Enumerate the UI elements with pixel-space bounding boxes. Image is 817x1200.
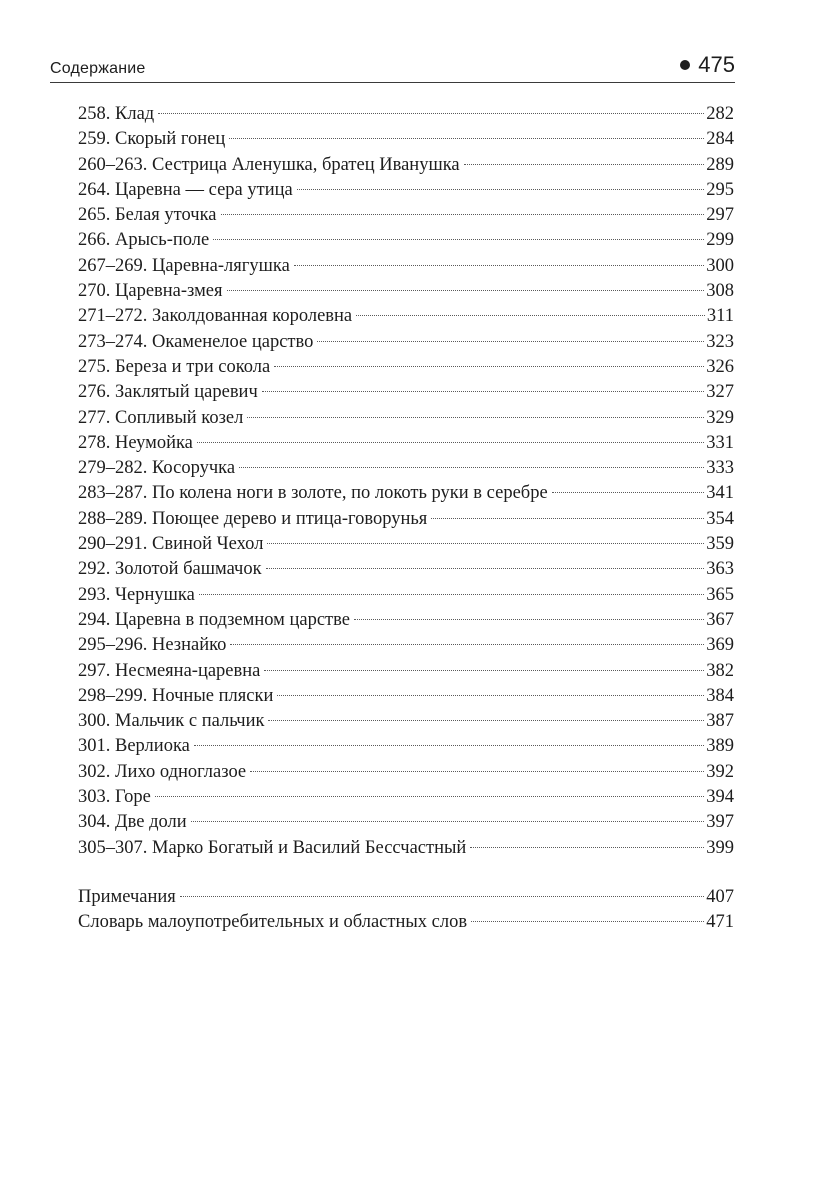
toc-entry-page: 311 <box>706 306 734 327</box>
dot-leader <box>197 442 704 443</box>
dot-leader <box>266 568 705 569</box>
toc-entry <box>78 709 734 734</box>
toc-entry <box>78 684 734 709</box>
toc-entry-title: 278. Неумойка <box>78 432 193 453</box>
dot-leader <box>227 290 705 291</box>
toc-entry-title: 267–269. Царевна-лягушка <box>78 255 290 276</box>
toc-entry-title: 264. Царевна — сера утица <box>78 179 293 200</box>
dot-leader <box>213 239 704 240</box>
toc-entry-page: 295 <box>706 179 734 200</box>
toc-entry <box>78 330 734 355</box>
dot-leader <box>229 138 704 139</box>
toc-entry-title: Словарь малоупотребительных и областных слов <box>78 912 468 933</box>
dot-leader <box>431 518 704 519</box>
dot-leader <box>191 821 705 822</box>
bullet-icon <box>680 60 690 70</box>
toc-entry <box>78 583 734 608</box>
toc-entry-page: 308 <box>706 281 734 302</box>
toc-entry <box>78 659 734 684</box>
toc-entry <box>78 481 734 506</box>
dot-leader <box>262 391 704 392</box>
toc-entry-title: 294. Царевна в подземном царстве <box>78 609 350 630</box>
toc-entry-title: 302. Лихо одноглазое <box>78 761 247 782</box>
toc-entry <box>78 633 734 658</box>
table-of-contents <box>78 102 734 936</box>
toc-entry-page: 397 <box>706 812 734 833</box>
toc-entry-title: 304. Две доли <box>78 812 187 833</box>
toc-entry-title: 300. Мальчик с пальчик <box>78 711 265 732</box>
toc-entry-page: 399 <box>706 837 734 858</box>
running-header <box>50 52 735 83</box>
toc-entry <box>78 885 734 910</box>
toc-entry <box>78 810 734 835</box>
toc-entry <box>78 406 734 431</box>
toc-entry-title: 301. Верлиока <box>78 736 190 757</box>
toc-entry <box>78 203 734 228</box>
toc-entry-title: 283–287. По колена ноги в золоте, по локоть руки в серебре <box>78 483 548 504</box>
toc-entry <box>78 785 734 810</box>
toc-entry-page: 394 <box>706 787 734 808</box>
toc-entry <box>78 532 734 557</box>
dot-leader <box>221 214 705 215</box>
toc-entry-page: 363 <box>706 559 734 580</box>
end-matter-list <box>78 885 734 936</box>
toc-entry-page: 367 <box>706 609 734 630</box>
toc-entry-page: 392 <box>706 761 734 782</box>
page-number: 475 <box>698 52 735 77</box>
toc-entry-title: 271–272. Заколдованная королевна <box>78 306 353 327</box>
toc-entry-title: 305–307. Марко Богатый и Василий Бессчастный <box>78 837 467 858</box>
toc-entry <box>78 279 734 304</box>
dot-leader <box>268 720 704 721</box>
toc-entry-title: 260–263. Сестрица Аленушка, братец Иванушка <box>78 154 460 175</box>
toc-entry <box>78 507 734 532</box>
toc-entry-title: 273–274. Окаменелое царство <box>78 331 314 352</box>
dot-leader <box>267 543 704 544</box>
dot-leader <box>552 492 705 493</box>
toc-entry-page: 326 <box>706 356 734 377</box>
toc-entry-page: 331 <box>706 432 734 453</box>
toc-entry-title: 279–282. Косоручка <box>78 458 236 479</box>
toc-entry-page: 341 <box>706 483 734 504</box>
toc-entry <box>78 734 734 759</box>
toc-entry-title: 290–291. Свиной Чехол <box>78 534 264 555</box>
dot-leader <box>274 366 704 367</box>
dot-leader <box>250 771 704 772</box>
section-title: Содержание <box>50 60 146 77</box>
toc-entry-title: 293. Чернушка <box>78 584 195 605</box>
toc-entry-title: 276. Заклятый царевич <box>78 382 258 403</box>
toc-list <box>78 102 734 861</box>
toc-entry-page: 359 <box>706 534 734 555</box>
toc-entry-title: Примечания <box>78 886 176 907</box>
dot-leader <box>239 467 704 468</box>
dot-leader <box>294 265 704 266</box>
toc-entry <box>78 304 734 329</box>
dot-leader <box>194 745 704 746</box>
dot-leader <box>470 847 704 848</box>
toc-entry-page: 369 <box>706 635 734 656</box>
toc-entry <box>78 153 734 178</box>
toc-entry <box>78 557 734 582</box>
toc-entry <box>78 178 734 203</box>
toc-entry-title: 295–296. Незнайко <box>78 635 227 656</box>
toc-entry <box>78 254 734 279</box>
dot-leader <box>464 164 705 165</box>
dot-leader <box>264 670 704 671</box>
toc-entry-page: 299 <box>706 230 734 251</box>
dot-leader <box>277 695 704 696</box>
toc-entry-page: 297 <box>706 205 734 226</box>
toc-entry <box>78 456 734 481</box>
toc-entry-page: 289 <box>706 154 734 175</box>
toc-entry-page: 382 <box>706 660 734 681</box>
toc-entry <box>78 431 734 456</box>
dot-leader <box>297 189 705 190</box>
toc-entry-page: 407 <box>706 886 734 907</box>
toc-entry <box>78 102 734 127</box>
toc-entry-title: 297. Несмеяна-царевна <box>78 660 261 681</box>
toc-entry <box>78 608 734 633</box>
toc-entry-page: 365 <box>706 584 734 605</box>
toc-entry-title: 266. Арысь-поле <box>78 230 210 251</box>
toc-entry-page: 387 <box>706 711 734 732</box>
toc-entry-page: 327 <box>706 382 734 403</box>
toc-entry <box>78 836 734 861</box>
dot-leader <box>247 417 704 418</box>
toc-entry <box>78 127 734 152</box>
toc-entry-page: 300 <box>706 255 734 276</box>
toc-entry-page: 333 <box>706 458 734 479</box>
toc-entry-title: 292. Золотой башмачок <box>78 559 262 580</box>
dot-leader <box>354 619 704 620</box>
dot-leader <box>317 341 704 342</box>
toc-entry-page: 354 <box>706 508 734 529</box>
toc-entry-title: 303. Горе <box>78 787 151 808</box>
dot-leader <box>155 796 704 797</box>
toc-entry-page: 384 <box>706 685 734 706</box>
toc-entry-title: 288–289. Поющее дерево и птица-говорунья <box>78 508 428 529</box>
dot-leader <box>471 921 704 922</box>
page-number-block <box>680 52 735 78</box>
toc-entry-title: 259. Скорый гонец <box>78 129 226 150</box>
dot-leader <box>199 594 704 595</box>
toc-entry-title: 277. Сопливый козел <box>78 407 244 428</box>
dot-leader <box>356 315 705 316</box>
toc-entry-page: 284 <box>706 129 734 150</box>
toc-entry-title: 265. Белая уточка <box>78 205 217 226</box>
toc-entry-page: 471 <box>706 912 734 933</box>
toc-entry-title: 258. Клад <box>78 104 155 124</box>
toc-entry-title: 275. Береза и три сокола <box>78 356 271 377</box>
toc-entry <box>78 228 734 253</box>
dot-leader <box>230 644 704 645</box>
toc-entry-title: 270. Царевна-змея <box>78 281 223 302</box>
toc-entry-title: 298–299. Ночные пляски <box>78 685 274 706</box>
toc-entry-page: 323 <box>706 331 734 352</box>
toc-entry <box>78 380 734 405</box>
dot-leader <box>158 113 704 114</box>
toc-entry <box>78 355 734 380</box>
toc-entry-page: 329 <box>706 407 734 428</box>
dot-leader <box>180 896 704 897</box>
toc-entry <box>78 760 734 785</box>
toc-entry-page: 389 <box>706 736 734 757</box>
toc-entry <box>78 910 734 935</box>
toc-entry-page: 282 <box>706 104 734 124</box>
